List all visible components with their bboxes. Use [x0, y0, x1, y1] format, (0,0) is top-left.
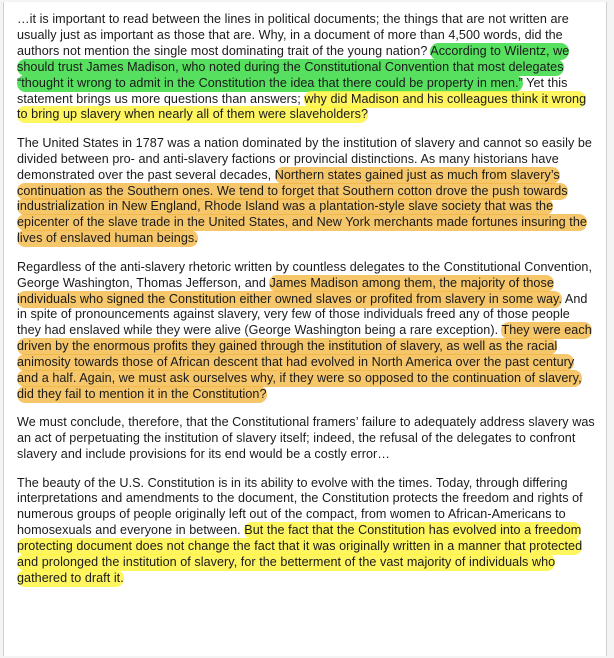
- paragraph-1: [17, 12, 596, 123]
- paragraph-3: [17, 260, 596, 403]
- text-segment: And in spite of pronouncements against slavery, very few of those individuals freed any of those people they had enslaved while they were alive (George Washington being a rare exception).: [17, 291, 588, 338]
- text-segment: The beauty of the U.S. Constitution is in its ability to evolve with the times. Today, through differing interpretations and amendments to the document, the Constitution protects the freedom and rights of numerous groups of people originally left out of the compact, from women to African-Americans to homosexuals and everyone in between.: [17, 475, 583, 538]
- yellow-highlight: why did Madison and his colleagues think it wrong to bring up slavery when nearly all of them were slaveholders?: [17, 91, 587, 122]
- document-page: [3, 2, 607, 656]
- text-segment: …it is important to read between the lines in political documents; the things that are not written are usually just as important as those that are. Why, in a document of more than 4,500 words, did the authors not mention the single most dominating trait of the young nation?: [17, 12, 569, 58]
- green-highlight: According to Wilentz, we should trust James Madison, who noted during the Constitutional Convention that most delegates “thought it wrong to admit in the Constitution the idea that there could be property in men.”: [17, 43, 570, 90]
- paragraph-4: [17, 415, 596, 463]
- text-segment: We must conclude, therefore, that the Constitutional framers’ failure to adequately address slavery was an act of perpetuating the institution of slavery itself; indeed, the refusal of the delegates to confront slavery and include provisions for its end would be a costly error…: [17, 415, 595, 462]
- text-segment: Yet this statement brings us more questions than answers;: [17, 75, 568, 106]
- text-segment: Regardless of the anti-slavery rhetoric written by countless delegates to the Constitutional Convention, George Washington, Thomas Jefferson, and: [17, 259, 593, 290]
- paragraph-2: [17, 136, 596, 247]
- text-segment: The United States in 1787 was a nation dominated by the institution of slavery and cannot so easily be divided between pro- and anti-slavery factions or provincial distinctions. As many historians have demonstrated over the past several decades,: [17, 135, 592, 182]
- orange-highlight: James Madison among them, the majority of those individuals who signed the Constitution either owned slaves or profited from slavery in some way.: [17, 275, 563, 306]
- yellow-highlight: But the fact that the Constitution has evolved into a freedom protecting document does not change the fact that it was originally written in a manner that protected and prolonged the institution of slavery, for the betterment of the vast majority of individuals who gathered to draft it.: [17, 523, 583, 585]
- orange-highlight: Northern states gained just as much from slavery’s continuation as the Southern ones. We tend to forget that Southern cotton drove the push towards industrialization in New England, Rhode Island was a plantation-style slave society that was the epicenter of the slave trade in the United States, and New York merchants made fortunes insuring the lives of enslaved human beings.: [17, 167, 587, 246]
- orange-highlight: They were each driven by the enormous profits they gained through the institution of slavery, as well as the racial animosity towards those of African descent that had evolved in North America over the past century and a half. Again, we must ask ourselves why, if they were so opposed to the continuation of slavery, did they fail to mention it in the Constitution?: [17, 323, 592, 401]
- paragraph-5: [17, 476, 596, 587]
